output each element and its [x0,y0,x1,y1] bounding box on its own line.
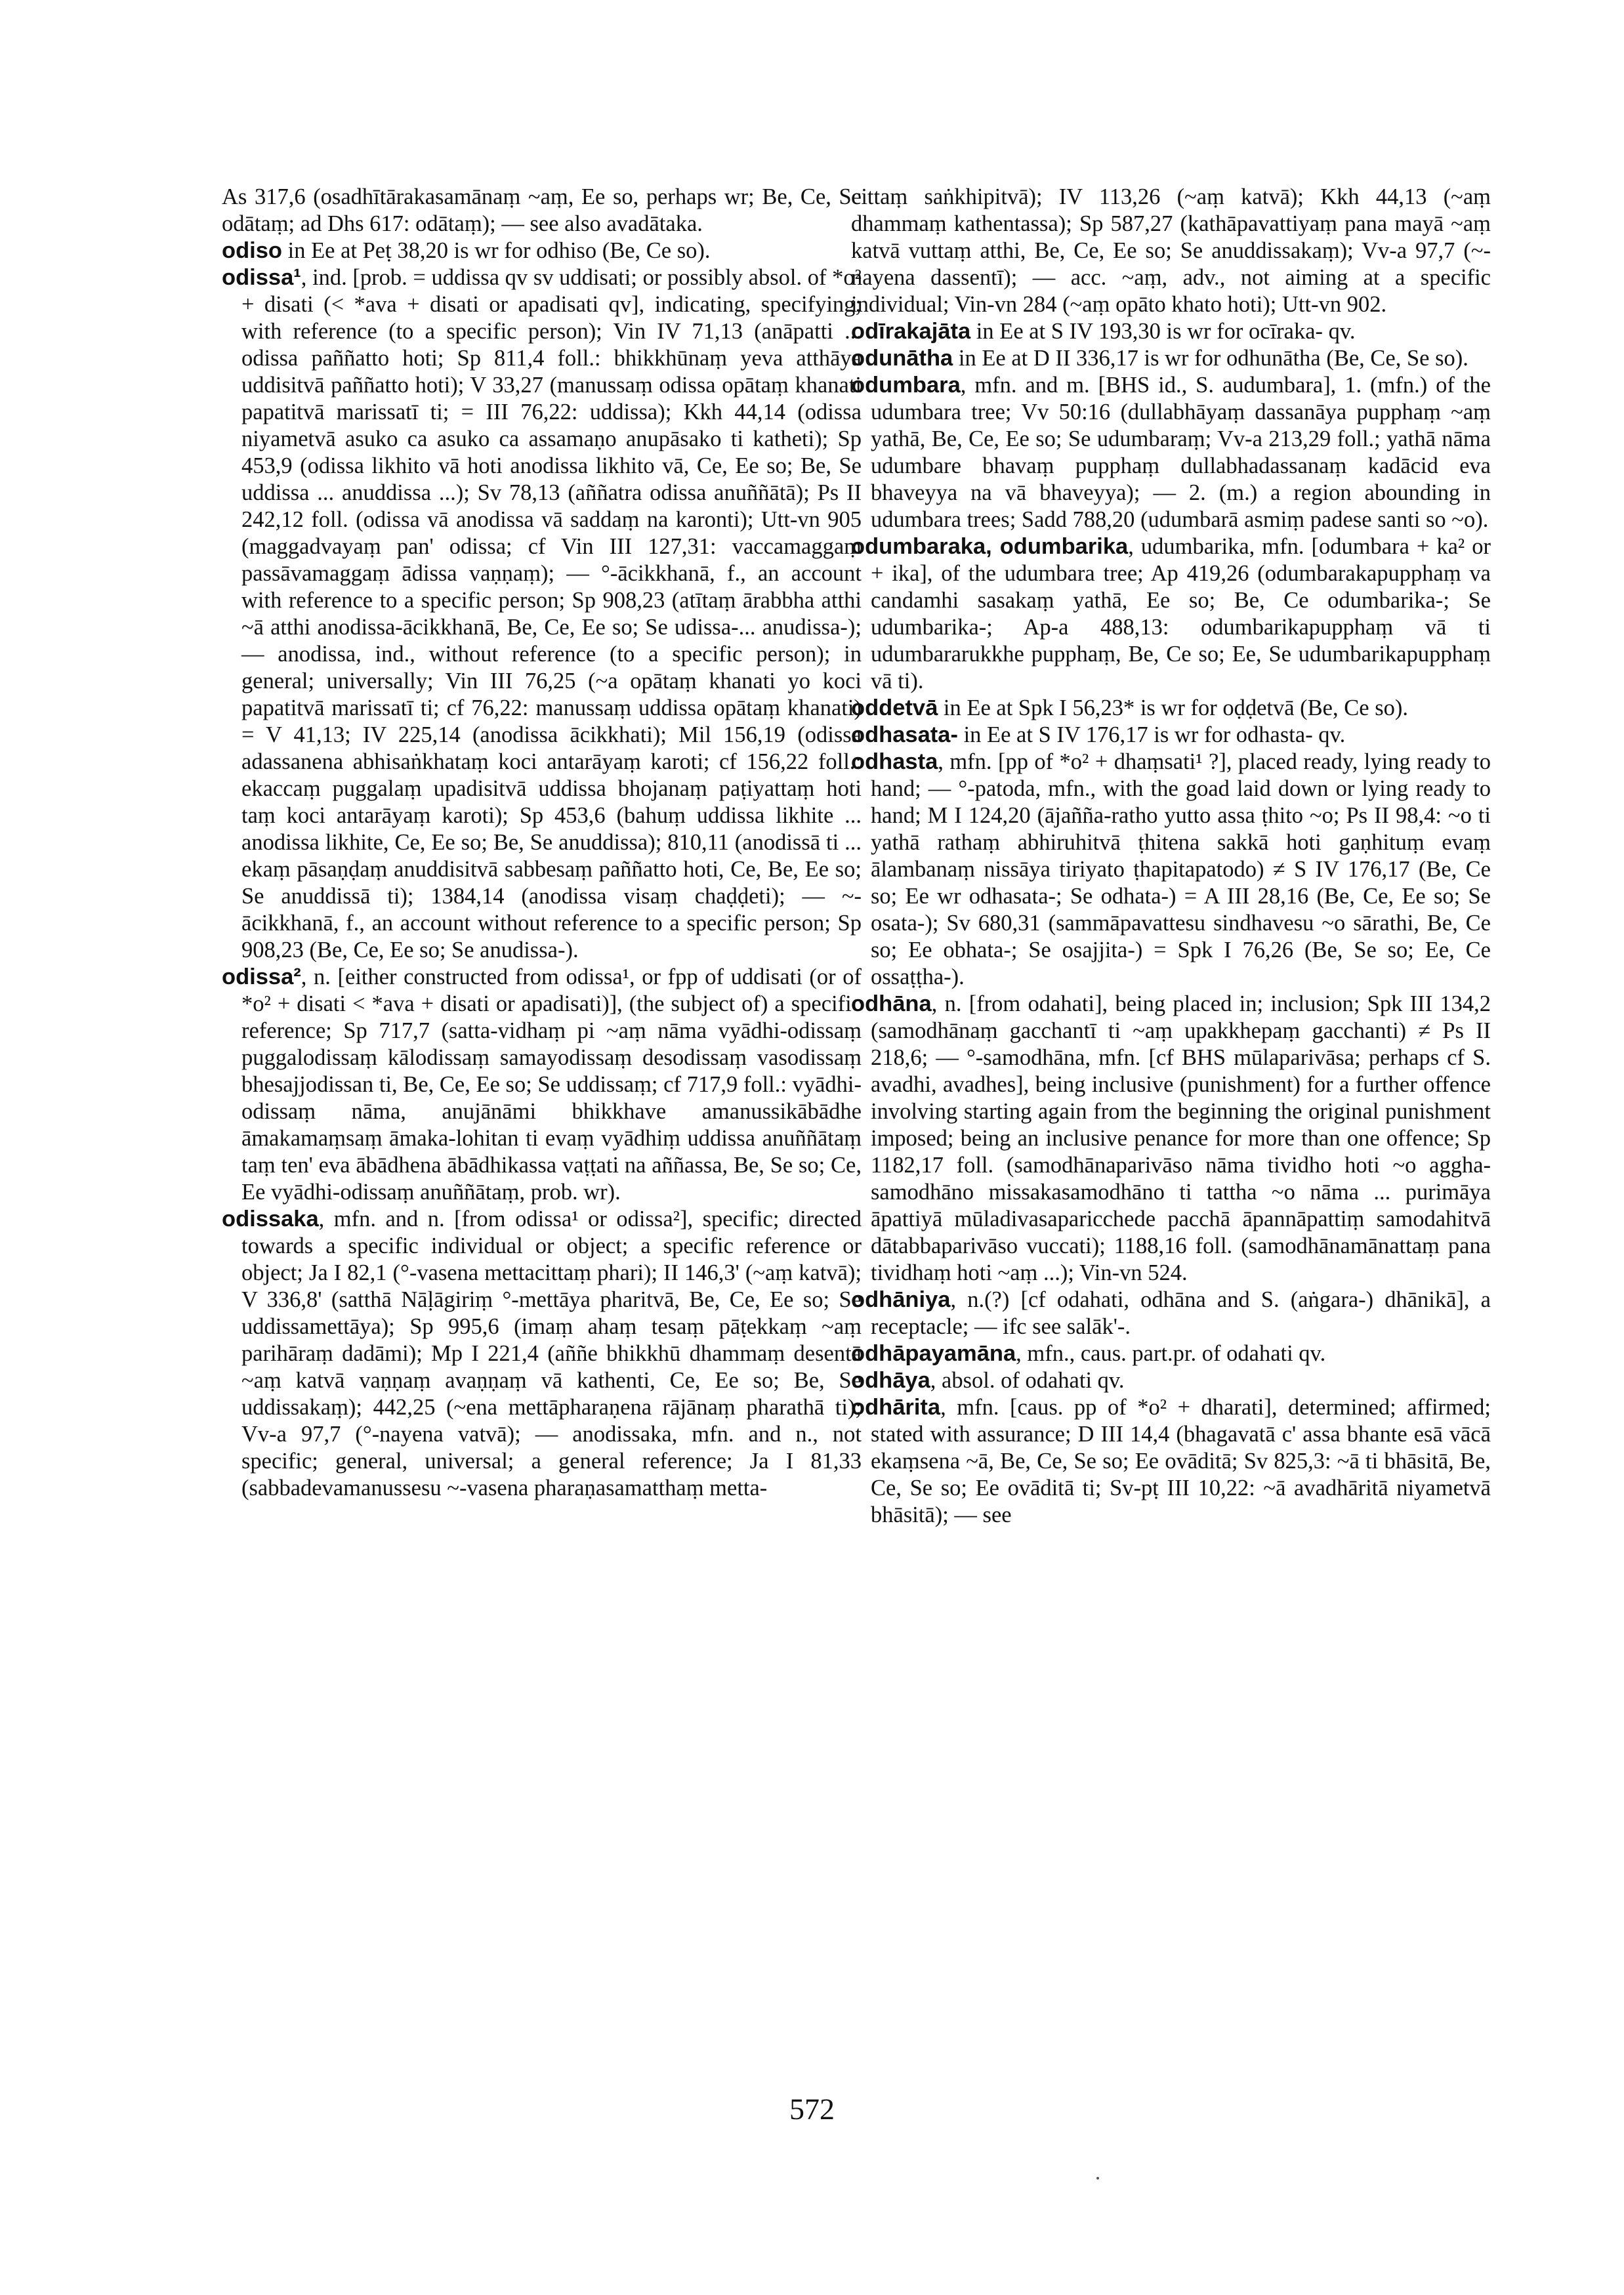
headword: odumbara [851,373,961,398]
entry-text: cittaṃ saṅkhipitvā); IV 113,26 (~aṃ katvā); Kkh 44,13 (~aṃ dhammaṃ kathentassa); Sp 587,27 (kathāpavattiyaṃ pana mayā ~aṃ katvā vuttaṃ atthi, Be, Ce, Ee so; Se anuddissakaṃ); Vv-a 97,7 (~-nayena dassentī); — acc. ~aṃ, adv., not aiming at a specific individual; Vin-vn 284 (~aṃ opāto khato hoti); Utt-vn 902. [851,184,1491,317]
headword: oddetvā [851,695,938,720]
scan-speck [1096,2177,1099,2180]
dictionary-entry [222,238,862,264]
dictionary-entry [851,991,1491,1287]
headword: odumbaraka, odumbarika [851,534,1129,559]
dictionary-entry [851,184,1491,318]
headword: odhāpayamāna [851,1341,1016,1366]
headword: odissaka [222,1207,319,1231]
right-column [851,184,1491,1529]
entry-text: , mfn. [caus. pp of *o² + dharati], determined; affirmed; stated with assurance; D III 14,4 (bhagavatā c' assa bhante esā vācā ekaṃsena ~ā, Be, Ce, Se so; Ee ovāditā; Sv 825,3: ~ā ti bhāsitā, Be, Ce, Se so; Ee ovāditā ti; Sv-pṭ III 10,22: ~ā avadhāritā niyametvā bhāsitā); — see [871,1395,1491,1527]
dictionary-entry [851,722,1491,749]
headword: odiso [222,238,282,263]
headword: odhasata- [851,722,958,747]
entry-text: , mfn. [pp of *o² + dhaṃsati¹ ?], placed ready, lying ready to hand; — °-patoda, mfn., with the goad laid down or lying ready to hand; M I 124,20 (ājañña-ratho yutto assa ṭhito ~o; Ps II 98,4: ~o ti yathā rathaṃ abhiruhitvā ṭhitena sakkā hoti gaṇhituṃ evaṃ ālambanaṃ nissāya tiriyato ṭhapitapatodo) ≠ S IV 176,17 (Be, Ce so; Ee wr odhasata-; Se odhata-) = A III 28,16 (Be, Ce, Ee so; Se osata-); Sv 680,31 (sammāpavattesu sindhavesu ~o sārathi, Be, Ce so; Ee obhata-; Se osajjita-) = Spk I 76,26 (Be, Se so; Ee, Ce ossaṭṭha-). [871,749,1491,989]
entry-text: , mfn. and m. [BHS id., S. audumbara], 1. (mfn.) of the udumbara tree; Vv 50:16 (dullabhāyaṃ dassanāya pupphaṃ ~aṃ yathā, Be, Ce, Ee so; Se udumbaraṃ; Vv-a 213,29 foll.; yathā nāma udumbare bhavaṃ pupphaṃ dullabhadassanaṃ kadācid eva bhaveyya na vā bhaveyya); — 2. (m.) a region abounding in udumbara trees; Sadd 788,20 (udumbarā asmiṃ padese santi so ~o). [871,373,1491,532]
dictionary-entry [851,318,1491,345]
entry-text: in Ee at Peṭ 38,20 is wr for odhiso (Be, Ce so). [282,238,711,263]
entry-text: , n. [either constructed from odissa¹, or fpp of uddisati (or of *o² + disati < *ava + disati or apadisati)], (the subject of) a specific reference; Sp 717,7 (satta-vidhaṃ pi ~aṃ nāma vyādhi-odissaṃ puggalodissaṃ kālodissaṃ samayodissaṃ desodissaṃ vasodissaṃ bhesajjodissan ti, Be, Ce, Ee so; Se uddissaṃ; cf 717,9 foll.: vyādhi-odissaṃ nāma, anujānāmi bhikkhave amanussikābādhe āmakamaṃsaṃ āmaka-lohitan ti evaṃ vyādhiṃ uddissa anuññātaṃ taṃ ten' eva ābādhena ābādhikassa vaṭṭati na aññassa, Be, Se so; Ce, Ee vyādhi-odissaṃ anuññātaṃ, prob. wr). [241,964,862,1205]
headword: odissa¹ [222,265,301,290]
dictionary-entry [222,184,862,238]
entry-text: , mfn. and n. [from odissa¹ or odissa²], specific; directed towards a specific individual or object; a specific reference or object; Ja I 82,1 (°-vasena mettacittaṃ phari); II 146,3' (~aṃ katvā); V 336,8' (satthā Nāḷāgiriṃ °-mettāya pharitvā, Be, Ce, Ee so; Se uddissamettāya); Sp 995,6 (imaṃ ahaṃ tesaṃ pāṭekkaṃ ~aṃ parihāraṃ dadāmi); Mp I 221,4 (aññe bhikkhū dhammaṃ desentā ~aṃ katvā vaṇṇaṃ avaṇṇaṃ vā kathenti, Ce, Ee so; Be, Se uddissakaṃ); 442,25 (~ena mettāpharaṇena rājānaṃ pharathā ti); Vv-a 97,7 (°-nayena vatvā); — anodissaka, mfn. and n., not specific; general, universal; a general reference; Ja I 81,33 (sabbadevamanussesu ~-vasena pharaṇasamatthaṃ metta- [241,1207,862,1500]
page-number: 572 [789,2092,835,2126]
dictionary-entry [222,1206,862,1502]
headword: odhāya [851,1368,930,1393]
left-column [222,184,862,1502]
entry-text: in Ee at S IV 193,30 is wr for ocīraka- qv. [970,319,1356,344]
dictionary-entry [851,1287,1491,1340]
entry-text: in Ee at D II 336,17 is wr for odhunātha (Be, Ce, Se so). [953,346,1468,371]
entry-text: , absol. of odahati qv. [930,1368,1125,1393]
dictionary-entry [851,695,1491,722]
entry-text: , mfn., caus. part.pr. of odahati qv. [1016,1341,1326,1366]
entry-text: , ind. [prob. = uddissa qv sv uddisati; or possibly absol. of *o² + disati (< *ava + disati or apadisati qv], indicating, specifying; with reference (to a specific person); Vin IV 71,13 (anāpatti ... odissa paññatto hoti; Sp 811,4 foll.: bhikkhūnaṃ yeva atthāya uddisitvā paññatto hoti); V 33,27 (manussaṃ odissa opātaṃ khanati papatitvā marissatī ti; = III 76,22: uddissa); Kkh 44,14 (odissa niyametvā asuko ca asuko ca assamaṇo anupāsako ti katheti); Sp 453,9 (odissa likhito vā hoti anodissa likhito vā, Ce, Ee so; Be, Se uddissa ... anuddissa ...); Sv 78,13 (aññatra odissa anuññātā); Ps II 242,12 foll. (odissa vā anodissa vā saddaṃ na karonti); Utt-vn 905 (maggadvayaṃ pan' odissa; cf Vin III 127,31: vaccamaggaṃ passāvamaggaṃ ādissa vaṇṇaṃ); — °-ācikkhanā, f., an account with reference to a specific person; Sp 908,23 (atītaṃ ārabbha atthi ~ā atthi anodissa-ācikkhanā, Be, Ce, Ee so; Se udissa-... anudissa-); — anodissa, ind., without reference (to a specific person); in general; universally; Vin III 76,25 (~a opātaṃ khanati yo koci papatitvā marissatī ti; cf 76,22: manussaṃ uddissa opātaṃ khanati) = V 41,13; IV 225,14 (anodissa ācikkhati); Mil 156,19 (odissa adassanena abhisaṅkhataṃ koci antarāyaṃ karoti; cf 156,22 foll.: ekaccaṃ puggalaṃ upadisitvā uddissa bhojanaṃ paṭiyattaṃ hoti taṃ koci antarāyaṃ karoti); Sp 453,6 (bahuṃ uddissa likhite ... anodissa likhite, Ce, Ee so; Be, Se anuddissa); 810,11 (anodissā ti ... ekaṃ pāsaṇḍaṃ anuddisitvā sabbesaṃ paññatto hoti, Ce, Be, Ee so; Se anuddissā ti); 1384,14 (anodissa visaṃ chaḍḍeti); — ~-ācikkhanā, f., an account without reference to a specific person; Sp 908,23 (Be, Ce, Ee so; Se anudissa-). [241,265,862,962]
headword: odhārita [851,1395,941,1420]
dictionary-entry [851,1394,1491,1529]
entry-text: As 317,6 (osadhītārakasamānaṃ ~aṃ, Ee so, perhaps wr; Be, Ce, Se odātaṃ; ad Dhs 617: odātaṃ); — see also avadātaka. [222,184,862,236]
entry-text: , n.(?) [cf odahati, odhāna and S. (aṅgara-) dhānikā], a receptacle; — ifc see salāk'-. [871,1287,1491,1339]
entry-text: , udumbarika, mfn. [odumbara + ka² or + ika], of the udumbara tree; Ap 419,26 (odumbarakapupphaṃ va candamhi sasakaṃ yathā, Ee so; Be, Ce odumbarika-; Se udumbarika-; Ap-a 488,13: odumbarikapupphaṃ vā ti udumbararukkhe pupphaṃ, Be, Ce so; Ee, Se udumbarikapupphaṃ vā ti). [871,534,1491,693]
dictionary-entry [222,264,862,964]
dictionary-entry [851,345,1491,372]
dictionary-entry [851,749,1491,991]
dictionary-entry [851,372,1491,533]
dictionary-entry [222,964,862,1206]
headword: odhasta [851,749,938,774]
entry-text: , n. [from odahati], being placed in; inclusion; Spk III 134,2 (samodhānaṃ gacchantī ti ~aṃ upakkhepaṃ gacchanti) ≠ Ps II 218,6; — °-samodhāna, mfn. [cf BHS mūlaparivāsa; perhaps cf S. avadhi, avadhes], being inclusive (punishment) for a further offence involving starting again from the beginning the original punishment imposed; being an inclusive penance for more than one offence; Sp 1182,17 foll. (samodhānaparivāso nāma tividho hoti ~o aggha-samodhāno missakasamodhāno ti tattha ~o nāma ... purimāya āpattiyā mūladivasaparicchede pacchā āpannāpattiṃ samodahitvā dātabbaparivāso vuccati); 1188,16 foll. (samodhānamānattaṃ pana tividhaṃ hoti ~aṃ ...); Vin-vn 524. [871,991,1491,1285]
entry-text: in Ee at Spk I 56,23* is wr for oḍḍetvā (Be, Ce so). [938,695,1408,720]
entry-text: in Ee at S IV 176,17 is wr for odhasta- qv. [957,722,1346,747]
headword: odunātha [851,346,953,371]
dictionary-entry [851,533,1491,695]
dictionary-entry [851,1367,1491,1394]
headword: odissa² [222,964,301,989]
dictionary-entry [851,1340,1491,1367]
headword: odhāniya [851,1287,951,1312]
headword: odīrakajāta [851,319,971,344]
headword: odhāna [851,991,932,1016]
